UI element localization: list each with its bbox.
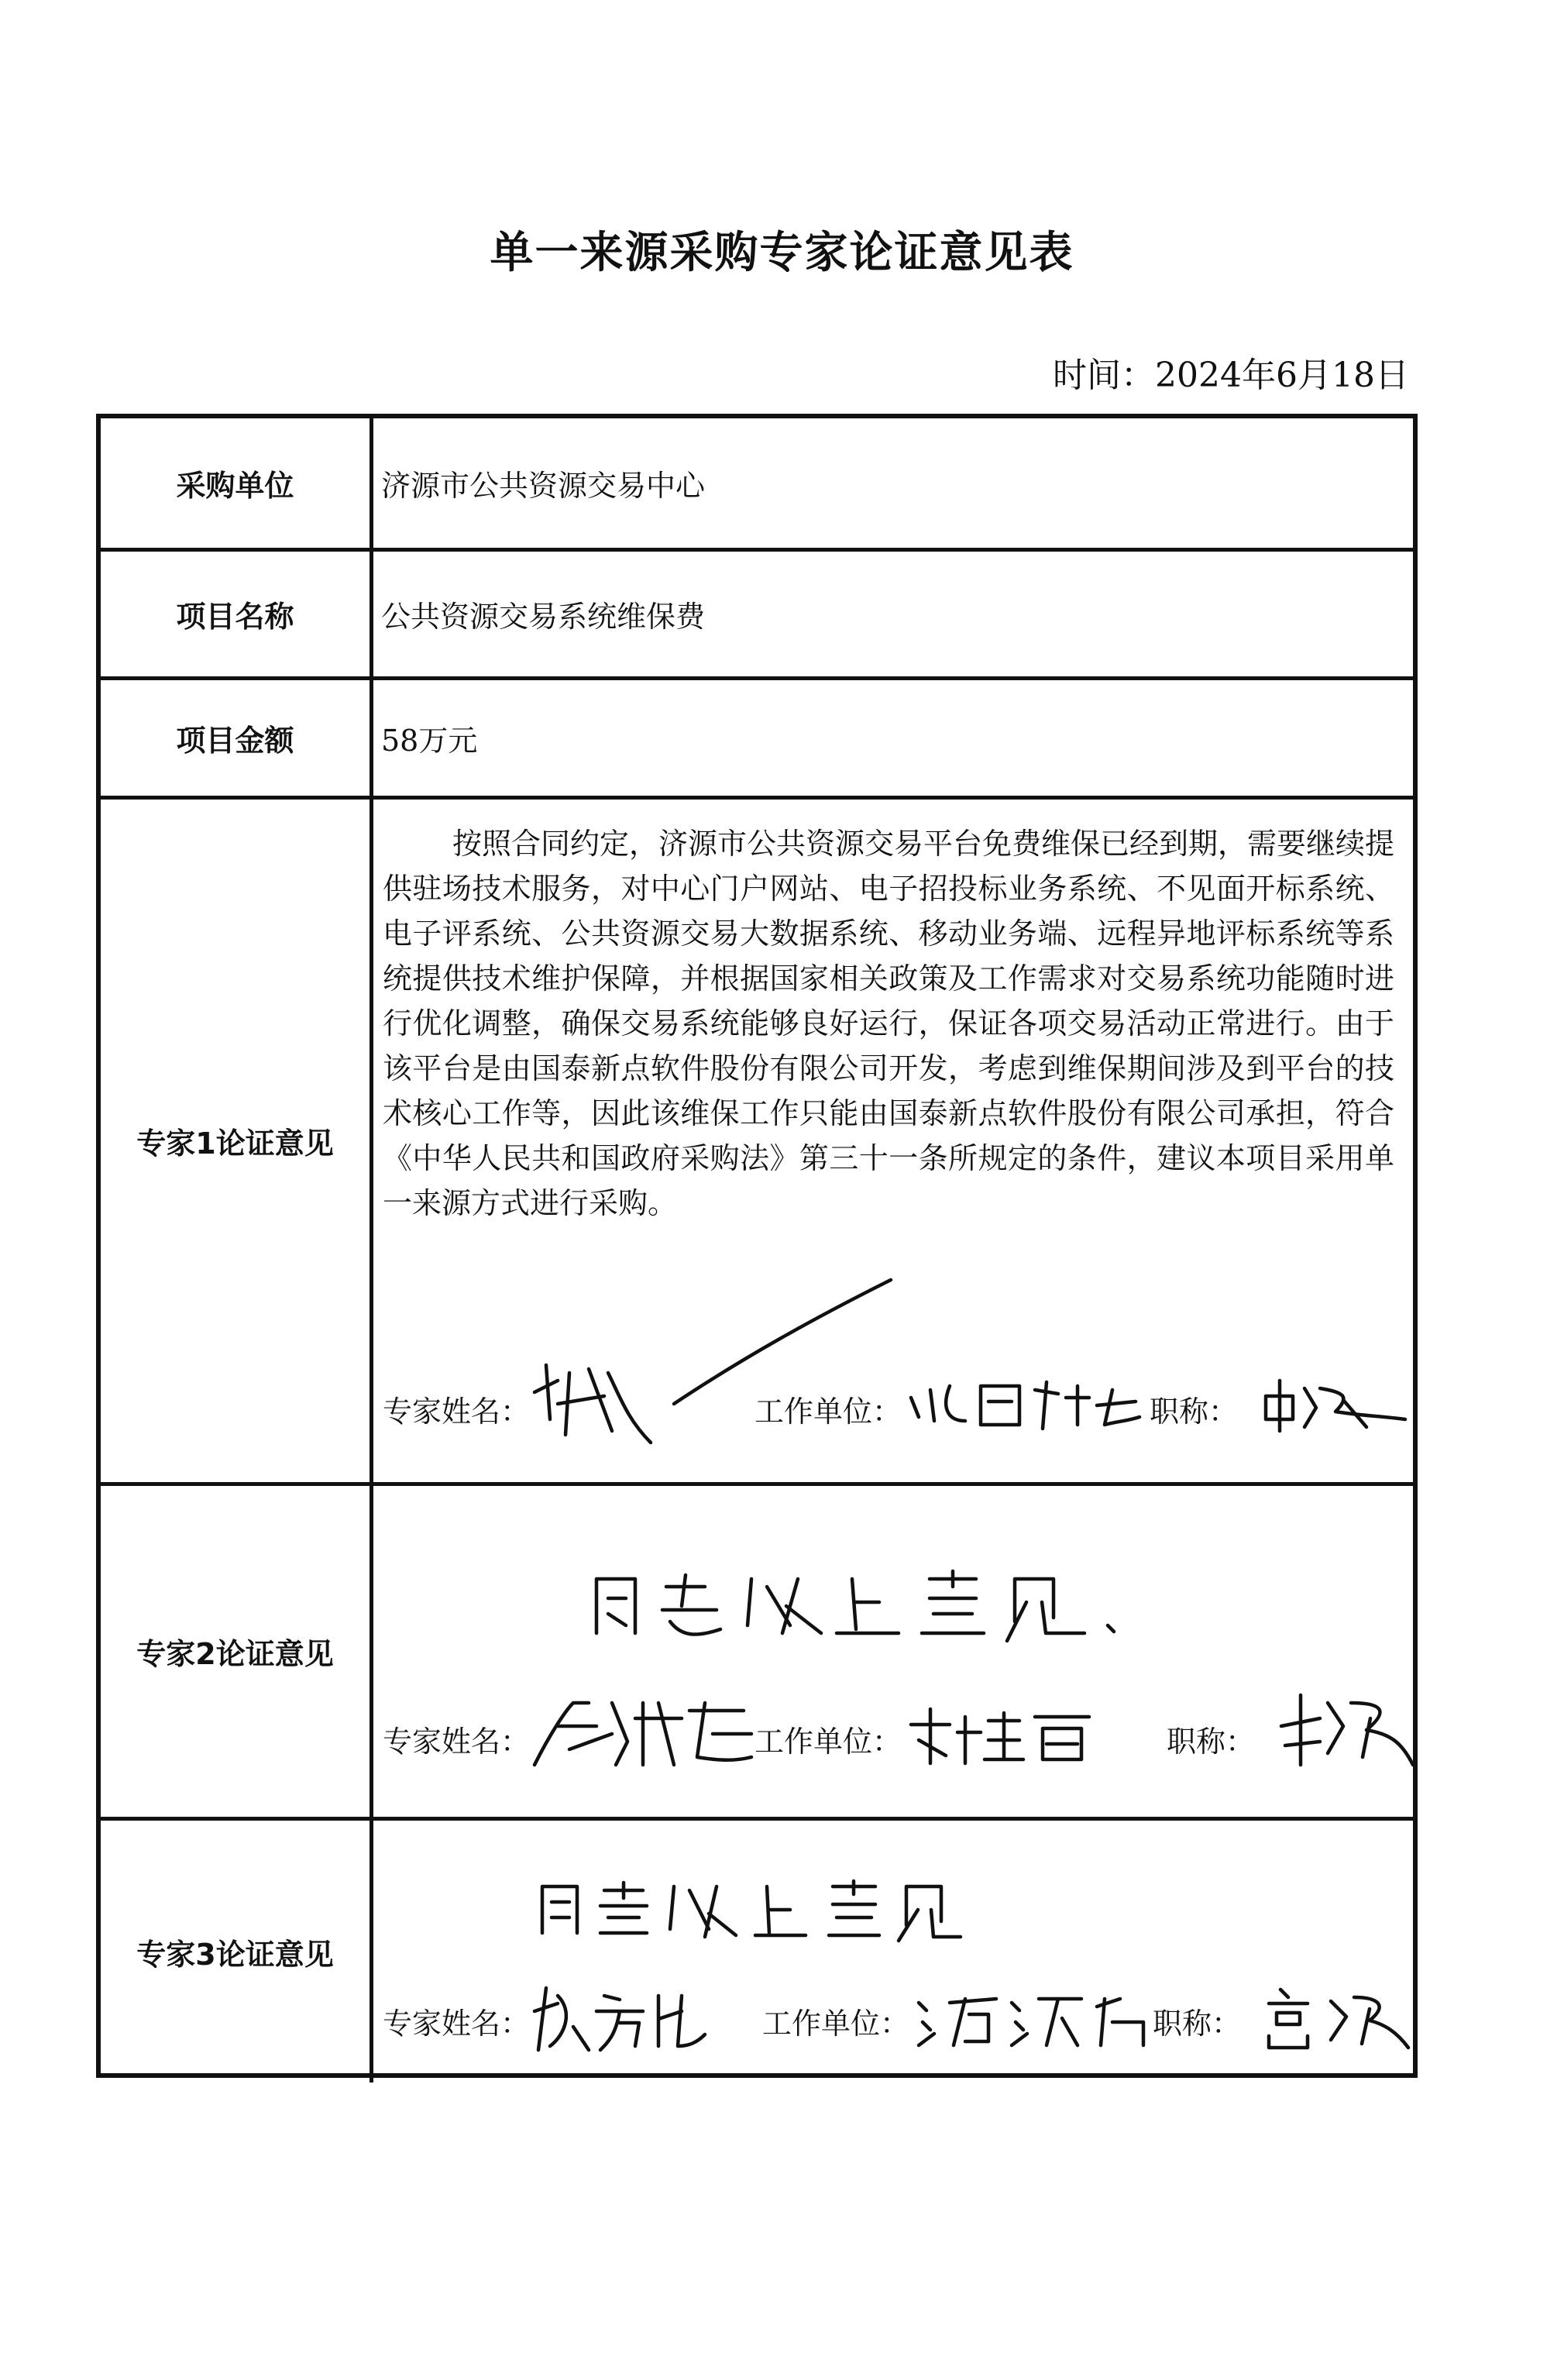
- value-project-amount: 58万元: [381, 724, 478, 758]
- expert-2-name-label: 专家姓名：: [383, 1725, 531, 1759]
- expert-1-work-signature: [903, 1374, 1143, 1436]
- label-expert-3: 专家3论证意见: [101, 1821, 373, 2082]
- label-expert-1: 专家1论证意见: [101, 800, 373, 1482]
- label-project-amount: 项目金额: [101, 680, 373, 796]
- expert-1-signature-flourish: [658, 1272, 906, 1466]
- expert-2-title-signature: [1274, 1687, 1421, 1773]
- expert-2-signature-line: [383, 1718, 1405, 1765]
- label-project-name: 项目名称: [101, 552, 373, 676]
- expert-3-signature-line: [383, 2000, 1405, 2047]
- expert-1-work-label: 工作单位：: [755, 1395, 902, 1429]
- expert-2-title-label: 职称：: [1167, 1725, 1256, 1759]
- expert-2-opinion-handwriting: [589, 1563, 1146, 1649]
- row-expert-3: [101, 1821, 1413, 2082]
- row-expert-1: [101, 800, 1413, 1486]
- row-project-name: [101, 552, 1413, 680]
- label-purchasing-unit: 采购单位: [101, 418, 373, 548]
- expert-1-signature-line: [383, 1388, 1405, 1435]
- expert-1-title-label: 职称：: [1150, 1395, 1239, 1429]
- expert-3-work-label: 工作单位：: [762, 2007, 910, 2041]
- row-expert-2: [101, 1486, 1413, 1821]
- expert-3-title-signature: [1261, 1982, 1416, 2052]
- form-title: 单一来源采购专家论证意见表: [490, 228, 1074, 278]
- expert-1-opinion-text: 按照合同约定，济源市公共资源交易平台免费维保已经到期，需要继续提供驻场技术服务，对中心门户网站、电子招投标业务系统、不见面开标系统、电子评系统、公共资源交易大数据系统、移动业务端、远程异地评标系统等系统提供技术维护保障，并根据国家相关政策及工作需求对交易系统功能随时进行优化调整，确保交易系统能够良好运行，保证各项交易活动正常进行。由于该平台是由国泰新点软件股份有限公司开发，考虑到维保期间涉及到平台的技术核心工作等，因此该维保工作只能由国泰新点软件股份有限公司承担，符合《中华人民共和国政府采购法》第三十一条所规定的条件，建议本项目采用单一来源方式进行采购。: [383, 827, 1395, 1220]
- value-purchasing-unit: 济源市公共资源交易中心: [381, 469, 706, 503]
- label-expert-2: 专家2论证意见: [101, 1486, 373, 1817]
- expert-3-work-signature: [911, 1983, 1151, 2053]
- value-project-name: 公共资源交易系统维保费: [381, 600, 706, 634]
- expert-3-name-label: 专家姓名：: [383, 2007, 531, 2041]
- expert-1-name-label: 专家姓名：: [383, 1395, 531, 1429]
- expert-2-work-label: 工作单位：: [755, 1725, 902, 1759]
- expert-1-title-signature: [1258, 1373, 1413, 1435]
- row-purchasing-unit: [101, 418, 1413, 552]
- expert-3-opinion-handwriting: [535, 1875, 968, 1945]
- expert-1-name-signature: [527, 1350, 658, 1450]
- expert-3-name-signature: [527, 1980, 713, 2058]
- expert-2-work-signature: [903, 1701, 1105, 1771]
- expert-2-name-signature: [527, 1687, 759, 1780]
- expert-3-title-label: 职称：: [1153, 2007, 1242, 2041]
- form-date: 时间：2024年6月18日: [1053, 356, 1409, 395]
- row-project-amount: [101, 680, 1413, 800]
- opinion-form-table: [96, 414, 1418, 2078]
